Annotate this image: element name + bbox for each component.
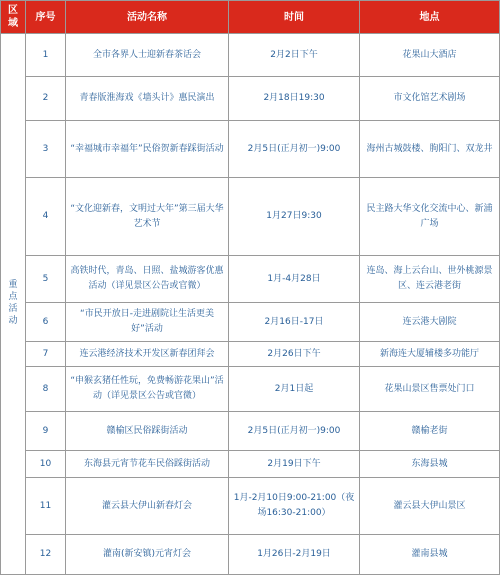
row-name: “文化迎新春，文明过大年”第三届大华艺术节 <box>66 178 229 256</box>
header-place: 地点 <box>360 1 500 34</box>
row-no: 1 <box>26 34 66 77</box>
row-no: 8 <box>26 367 66 412</box>
row-time: 1月-4月28日 <box>229 256 360 303</box>
row-no: 11 <box>26 478 66 535</box>
row-place: 民主路大华文化交流中心、新浦广场 <box>360 178 500 256</box>
row-name: 连云港经济技术开发区新春团拜会 <box>66 342 229 367</box>
table-row <box>1 535 500 575</box>
row-place: 连云港大剧院 <box>360 303 500 342</box>
table-row <box>1 256 500 303</box>
row-time: 1月-2月10日9:00-21:00（夜场16:30-21:00） <box>229 478 360 535</box>
row-place: 海州古城鼓楼、朐阳门、双龙井 <box>360 121 500 178</box>
row-place: 灌南县城 <box>360 535 500 575</box>
header-name: 活动名称 <box>66 1 229 34</box>
table-row <box>1 412 500 451</box>
row-no: 9 <box>26 412 66 451</box>
row-time: 1月27日9:30 <box>229 178 360 256</box>
row-place: 市文化馆艺术剧场 <box>360 77 500 121</box>
row-time: 2月18日19:30 <box>229 77 360 121</box>
row-no: 10 <box>26 451 66 478</box>
row-time: 2月16日-17日 <box>229 303 360 342</box>
row-place: 新海连大厦辅楼多功能厅 <box>360 342 500 367</box>
header-no: 序号 <box>26 1 66 34</box>
row-time: 2月19日下午 <box>229 451 360 478</box>
table-row <box>1 478 500 535</box>
row-no: 12 <box>26 535 66 575</box>
table-row <box>1 303 500 342</box>
row-place: 花果山景区售票处门口 <box>360 367 500 412</box>
row-no: 7 <box>26 342 66 367</box>
row-name: 灌云县大伊山新春灯会 <box>66 478 229 535</box>
row-place: 灌云县大伊山景区 <box>360 478 500 535</box>
row-time: 2月5日(正月初一)9:00 <box>229 412 360 451</box>
header-region: 区域 <box>1 1 26 34</box>
row-place: 花果山大酒店 <box>360 34 500 77</box>
row-place: 赣榆老街 <box>360 412 500 451</box>
row-name: “申猴玄猪任性玩，免费畅游花果山”活动（详见景区公告或官微） <box>66 367 229 412</box>
table-row <box>1 178 500 256</box>
row-place: 东海县城 <box>360 451 500 478</box>
header-time: 时间 <box>229 1 360 34</box>
table-row <box>1 342 500 367</box>
row-no: 5 <box>26 256 66 303</box>
row-name: 青春版淮海戏《墙头计》惠民演出 <box>66 77 229 121</box>
row-no: 3 <box>26 121 66 178</box>
row-name: 高铁时代，青岛、日照、盐城游客优惠活动（详见景区公告或官微） <box>66 256 229 303</box>
row-time: 2月2日下午 <box>229 34 360 77</box>
table-row <box>1 367 500 412</box>
row-time: 2月5日(正月初一)9:00 <box>229 121 360 178</box>
row-name: “市民开放日-走进剧院让生活更美好”活动 <box>66 303 229 342</box>
region-cell: 重点活动 <box>1 34 26 575</box>
row-place: 连岛、海上云台山、世外桃源景区、连云港老街 <box>360 256 500 303</box>
row-name: 灌南(新安镇)元宵灯会 <box>66 535 229 575</box>
row-no: 4 <box>26 178 66 256</box>
row-time: 2月26日下午 <box>229 342 360 367</box>
header-row <box>1 1 500 34</box>
row-no: 2 <box>26 77 66 121</box>
table-row <box>1 451 500 478</box>
table-row <box>1 77 500 121</box>
row-name: 赣榆区民俗踩街活动 <box>66 412 229 451</box>
row-no: 6 <box>26 303 66 342</box>
row-name: “幸福城市幸福年”民俗贺新春踩街活动 <box>66 121 229 178</box>
table-row <box>1 34 500 77</box>
row-time: 2月1日起 <box>229 367 360 412</box>
row-name: 东海县元宵节花车民俗踩街活动 <box>66 451 229 478</box>
row-time: 1月26日-2月19日 <box>229 535 360 575</box>
table-row <box>1 121 500 178</box>
row-name: 全市各界人士迎新春茶话会 <box>66 34 229 77</box>
